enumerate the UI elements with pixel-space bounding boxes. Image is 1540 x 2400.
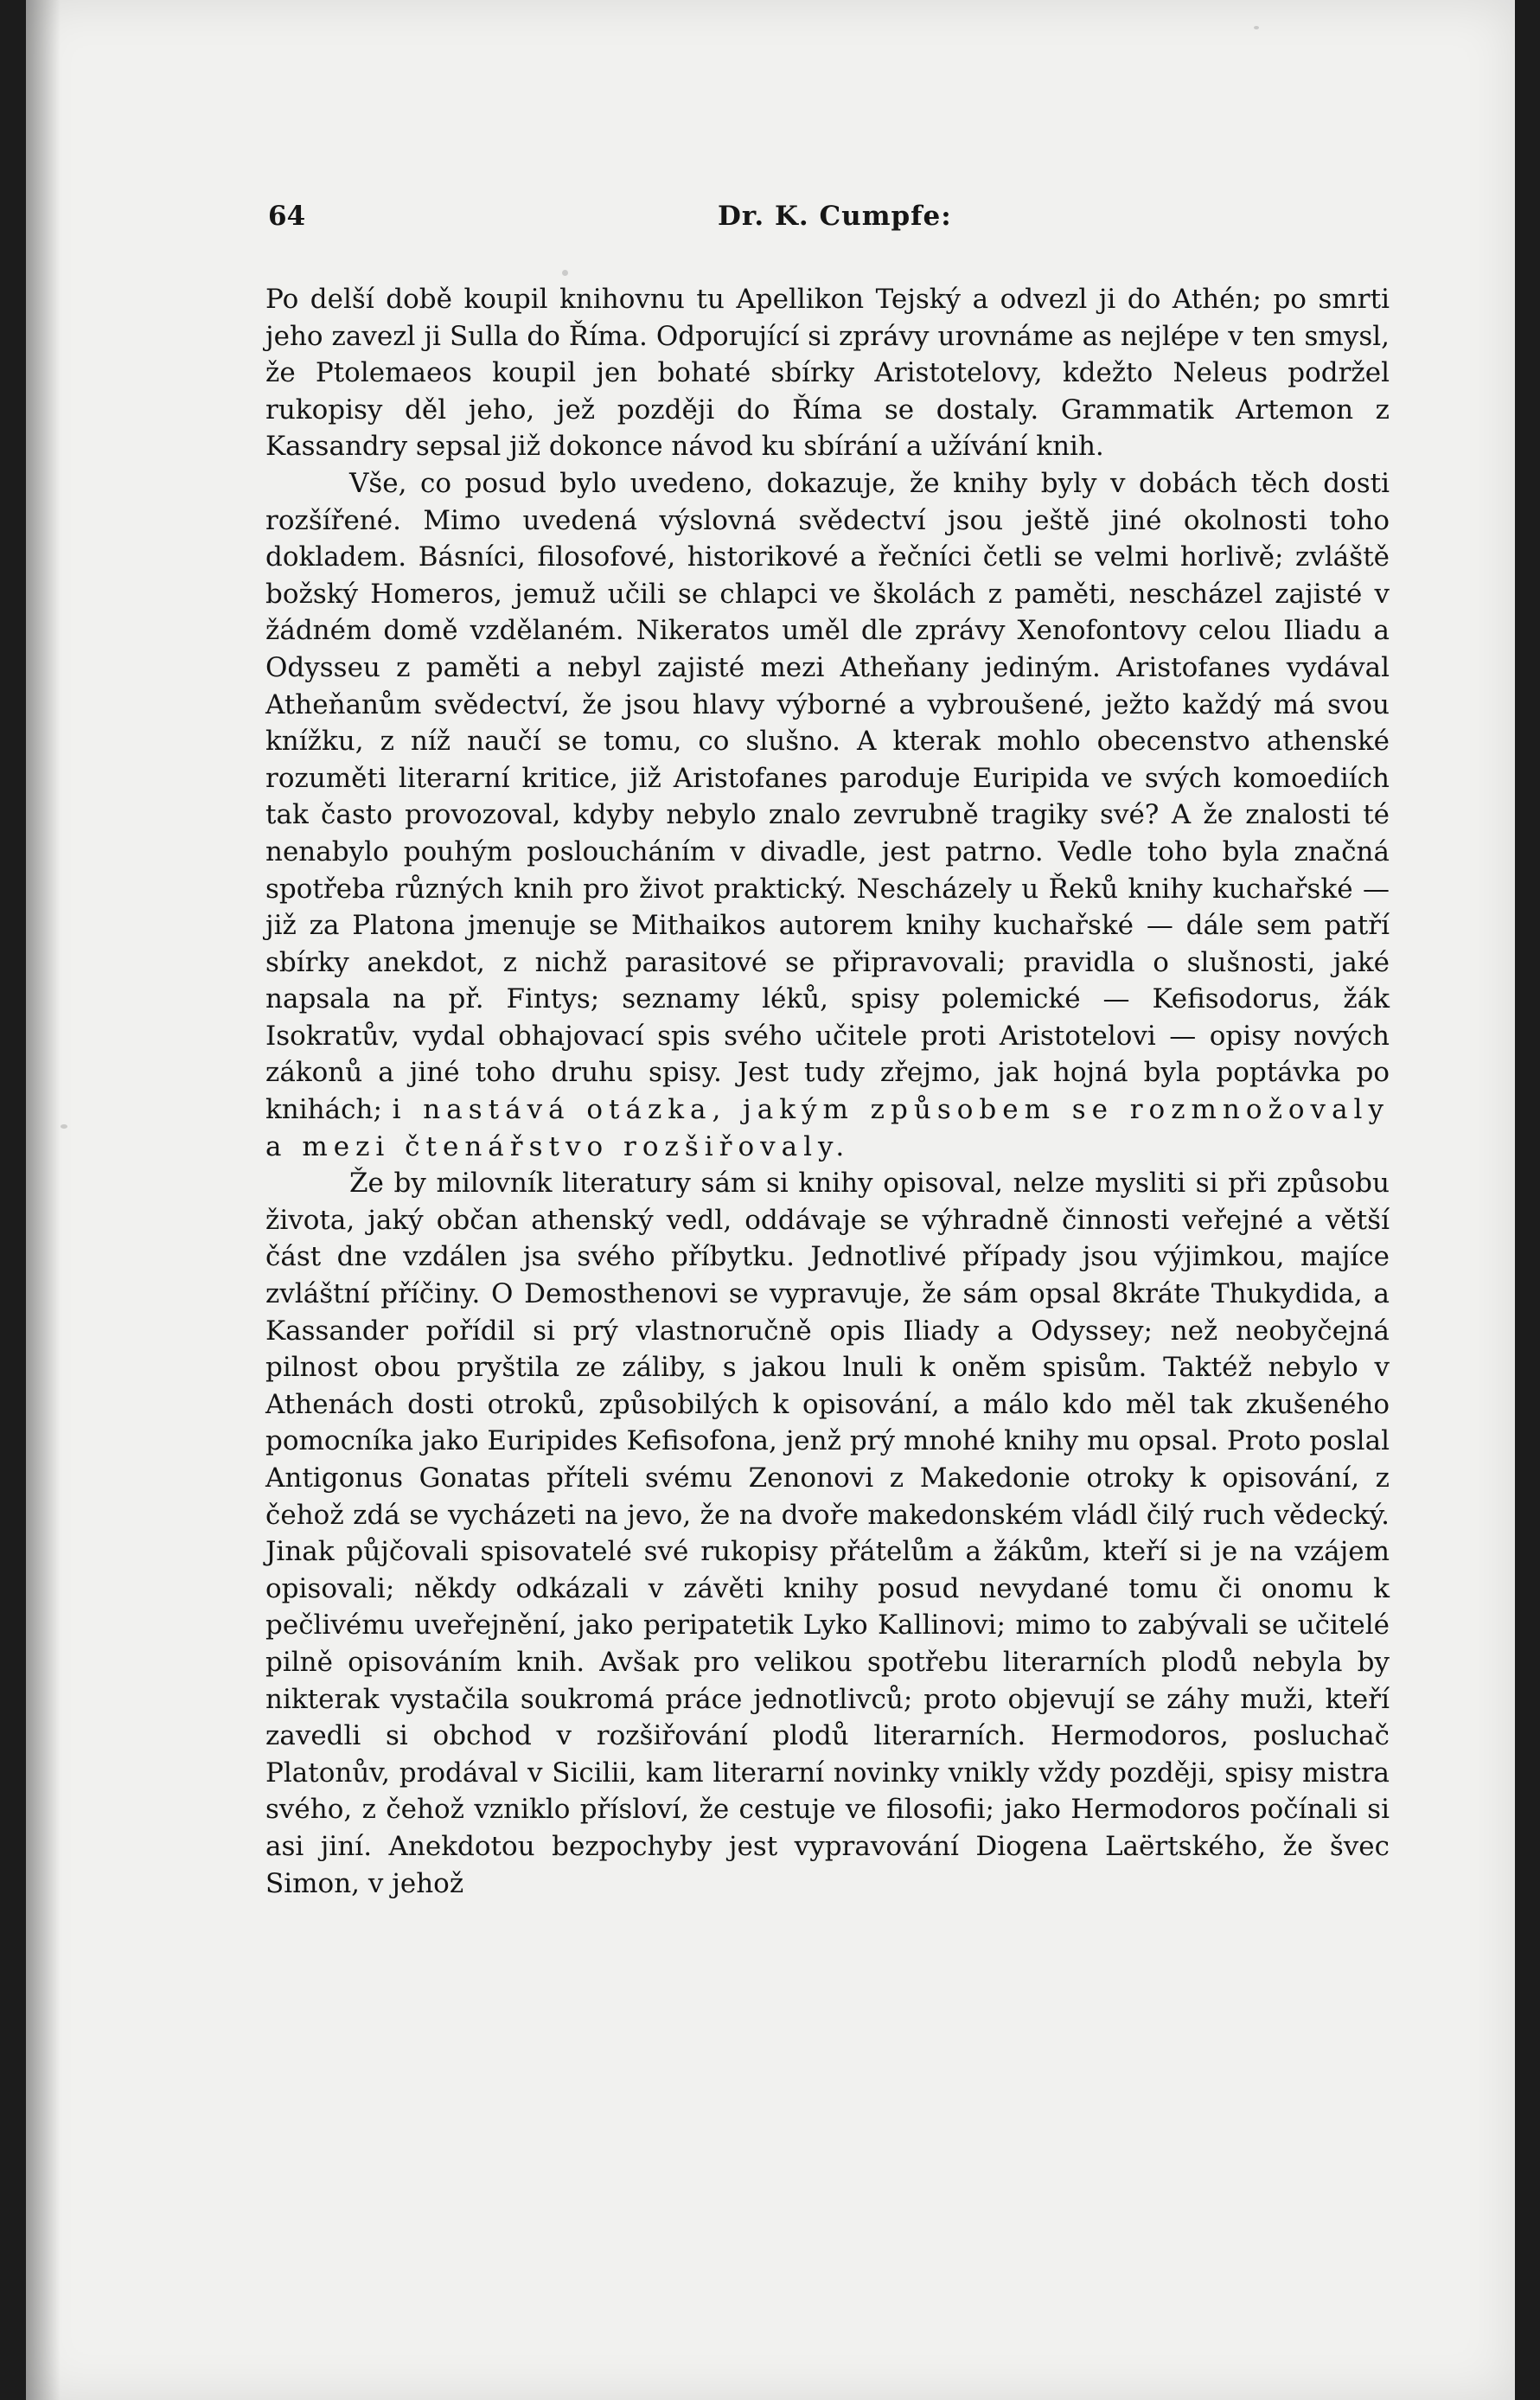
ink-speck <box>1254 26 1259 29</box>
paragraph <box>265 281 1390 465</box>
paragraph <box>265 1165 1390 1902</box>
running-head <box>268 201 1392 244</box>
paragraph-text: Že by milovník literatury sám si knihy opisoval, nelze mysliti si při způsobu života, jaký občan athenský vedl, oddávaje se výhradně činnosti veřejné a větší část dne vzdálen jsa svého příbytku. Jednotlivé případy jsou výjimkou, majíce zvláštní příčiny. O Demosthenovi se vypravuje, že sám opsal 8kráte Thukydida, a Kassander pořídil si prý vlastnoručně opis Iliady a Odyssey; než neobyčejná pilnost obou pryštila ze záliby, s jakou lnuli k oněm spisům. Taktéž nebylo v Athenách dosti otroků, způsobilých k opisování, a málo kdo měl tak zkušeného pomocníka jako Euripides Kefisofona, jenž prý mnohé knihy mu opsal. Proto poslal Antigonus Gonatas příteli svému Zenonovi z Makedonie otroky k opisování, z čehož zdá se vycházeti na jevo, že na dvoře makedonském vládl čilý ruch vědecký. Jinak půjčovali spisovatelé své rukopisy přátelům a žákům, kteří si je na vzájem opisovali; někdy odkázali v závěti knihy posud nevydané tomu či onomu k pečlivému uveřejnění, jako peripatetik Lyko Kallinovi; mimo to zabývali se učitelé pilně opisováním knih. Avšak pro velikou spotřebu literarních plodů nebyla by nikterak vystačila soukromá práce jednotlivců; proto objevují se záhy muži, kteří zavedli si obchod v rozšiřování plodů literarních. Hermodoros, posluchač Platonův, prodával v Sicilii, kam literarní novinky vnikly vždy později, spisy mistra svého, z čehož vzniklo přísloví, že cestuje ve filosofii; jako Hermodoros počínali si asi jiní. Anekdotou bezpochyby jest vypravování Diogena Laërtského, že švec Simon, v jehož <box>265 1168 1390 1899</box>
paragraph <box>265 465 1390 1165</box>
page-number: 64 <box>268 201 306 232</box>
paragraph-text: Po delší době koupil knihovnu tu Apellikon Tejský a odvezl ji do Athén; po smrti jeho zavezl ji Sulla do Říma. Odporující si zprávy urovnáme as nejlépe v ten smysl, že Ptolemaeos koupil jen bohaté sbírky Aristotelovy, kdežto Neleus podržel rukopisy děl jeho, jež později do Říma se dostaly. Grammatik Artemon z Kassandry sepsal již dokonce návod ku sbírání a užívání knih. <box>265 284 1390 463</box>
spaced-emphasis-text: i nastává otázka, jakým způsobem se rozmnožovaly a mezi čtenářstvo rozšiřovaly. <box>265 1094 1390 1162</box>
paragraph-text: Vše, co posud bylo uvedeno, dokazuje, že knihy byly v dobách těch dosti rozšířené. Mimo uvedená výslovná svědectví jsou ještě jiné okolnosti toho dokladem. Básníci, filosofové, historikové a řečníci četli se velmi horlivě; zvláště božský Homeros, jemuž učili se chlapci ve školách z paměti, nescházel zajisté v žádném domě vzdělaném. Nikeratos uměl dle zprávy Xenofontovy celou Iliadu a Odysseu z paměti a nebyl zajisté mezi Atheňany jediným. Aristofanes vydával Atheňanům svědectví, že jsou hlavy výborné a vybroušené, ježto každý má svou knížku, z níž naučí se tomu, co slušno. A kterak mohlo obecenstvo athenské rozuměti literarní kritice, již Aristofanes paroduje Euripida ve svých komoediích tak často provozoval, kdyby nebylo znalo zevrubně tragiky své? A že znalosti té nenabylo pouhým posloucháním v divadle, jest patrno. Vedle toho byla značná spotřeba různých knih pro život praktický. Nescházely u Řeků knihy kuchařské — již za Platona jmenuje se Mithaikos autorem knihy kuchařské — dále sem patří sbírky anekdot, z nichž parasitové se připravovali; pravidla o slušnosti, jaké napsala na př. Fintys; seznamy léků, spisy polemické — Kefisodorus, žák Isokratův, vydal obhajovací spis svého učitele proti Aristotelovi — opisy nových zákonů a jiné toho druhu spisy. Jest tudy zřejmo, jak hojná byla poptávka po knihách; <box>265 467 1390 1126</box>
running-title: Dr. K. Cumpfe: <box>718 201 952 232</box>
ink-speck <box>61 1124 67 1129</box>
body-text <box>265 281 1390 1902</box>
ink-speck <box>562 270 568 276</box>
book-page <box>26 0 1515 2400</box>
page-gutter-shadow <box>26 0 61 2400</box>
